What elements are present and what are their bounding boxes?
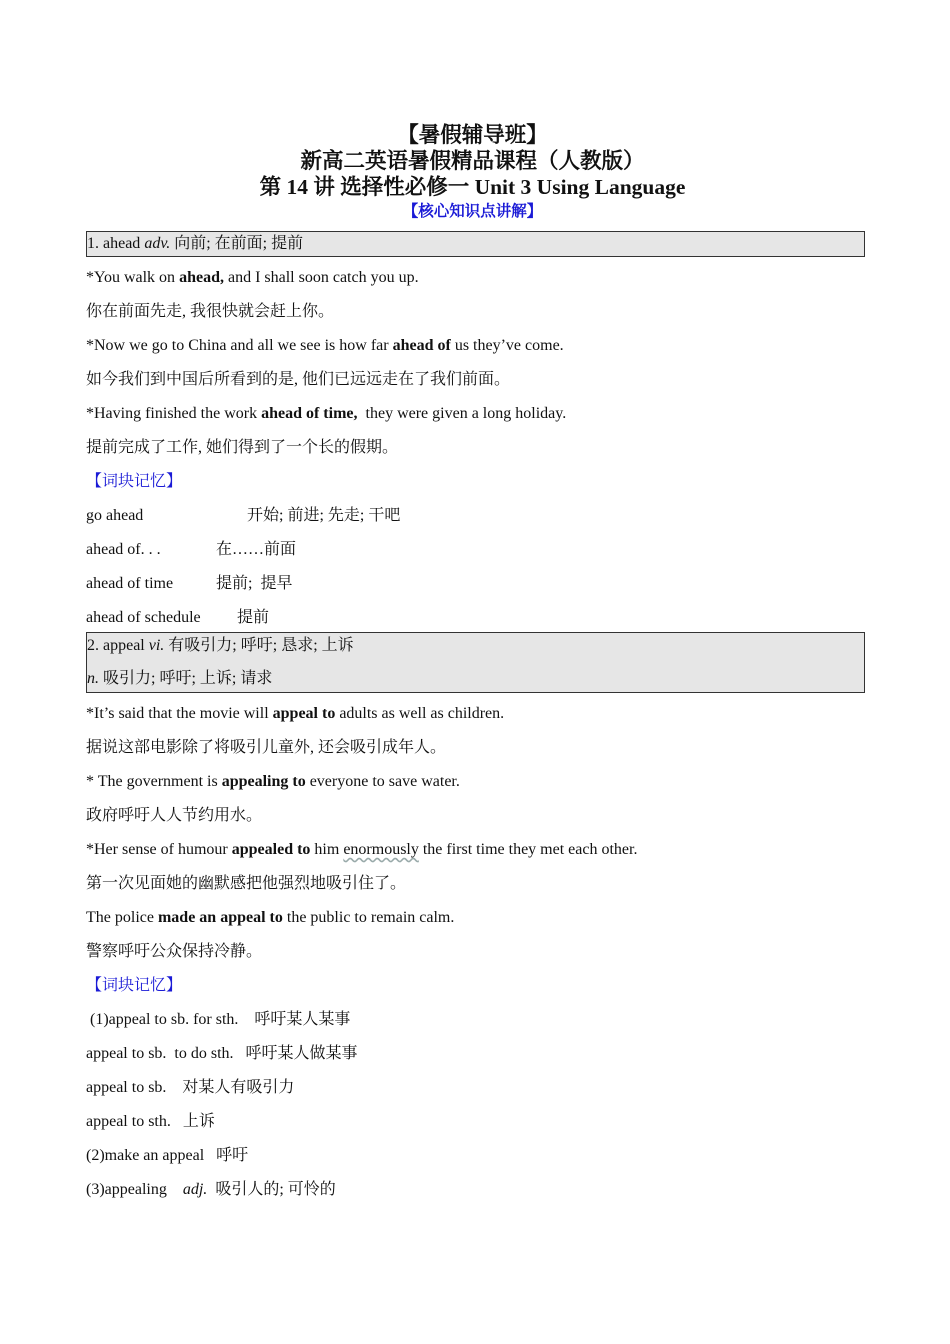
vocab-headword: 1. ahead adv. 向前; 在前面; 提前 — [87, 235, 304, 252]
chunk-row: ahead of schedule 提前 — [86, 609, 270, 626]
spellcheck-underline: enormously — [343, 841, 419, 858]
chunk-row: ahead of. . . 在……前面 — [86, 541, 297, 558]
vocab-noun-sense: n. 吸引力; 呼吁; 上诉; 请求 — [87, 670, 273, 687]
section-subheading: 【核心知识点讲解】 — [402, 203, 543, 220]
chunk-row: appeal to sb. 对某人有吸引力 — [86, 1079, 295, 1096]
example-en: *Now we go to China and all we see is how far ahead of us they’ve come. — [86, 337, 564, 354]
example-zh: 警察呼吁公众保持冷静。 — [86, 943, 263, 960]
example-en: *You walk on ahead, and I shall soon catch you up. — [86, 269, 419, 286]
chunk-row: (3)appealing adj. 吸引人的; 可怜的 — [86, 1181, 336, 1198]
document-page — [86, 122, 865, 1211]
chunk-row: go ahead 开始; 前进; 先走; 干吧 — [86, 507, 401, 524]
example-en: *Her sense of humour appealed to him enormously the first time they met each other. — [86, 841, 638, 858]
chunk-heading: 【词块记忆】 — [86, 473, 183, 490]
lesson-title: 第 14 讲 选择性必修一 Unit 3 Using Language — [259, 175, 686, 199]
chunk-row: appeal to sth. 上诉 — [86, 1113, 215, 1130]
example-zh: 你在前面先走, 我很快就会赶上你。 — [86, 303, 335, 320]
example-zh: 第一次见面她的幽默感把他强烈地吸引住了。 — [86, 875, 407, 892]
chunk-row: appeal to sb. to do sth. 呼吁某人做某事 — [86, 1045, 358, 1062]
chunk-row: (1)appeal to sb. for sth. 呼吁某人某事 — [86, 1011, 351, 1028]
course-title: 新高二英语暑假精品课程（人教版） — [300, 149, 645, 173]
chunk-row: ahead of time 提前; 提早 — [86, 575, 293, 592]
example-zh: 如今我们到中国后所看到的是, 他们已远远走在了我们前面。 — [86, 371, 511, 388]
example-zh: 据说这部电影除了将吸引儿童外, 还会吸引成年人。 — [86, 739, 447, 756]
chunk-row: (2)make an appeal 呼吁 — [86, 1147, 249, 1164]
vocab-box-ahead — [86, 231, 865, 257]
vocab-headword: 2. appeal vi. 有吸引力; 呼吁; 恳求; 上诉 — [87, 637, 354, 654]
title-block — [80, 122, 865, 223]
example-zh: 提前完成了工作, 她们得到了一个长的假期。 — [86, 439, 399, 456]
example-zh: 政府呼吁人人节约用水。 — [86, 807, 263, 824]
chunk-heading: 【词块记忆】 — [86, 977, 183, 994]
example-en: *Having finished the work ahead of time, they were given a long holiday. — [86, 405, 567, 422]
example-en: * The government is appealing to everyone to save water. — [86, 773, 460, 790]
course-tag: 【暑假辅导班】 — [397, 123, 548, 147]
example-en: *It’s said that the movie will appeal to adults as well as children. — [86, 705, 505, 722]
vocab-box-appeal — [86, 632, 865, 693]
example-en: The police made an appeal to the public to remain calm. — [86, 909, 455, 926]
